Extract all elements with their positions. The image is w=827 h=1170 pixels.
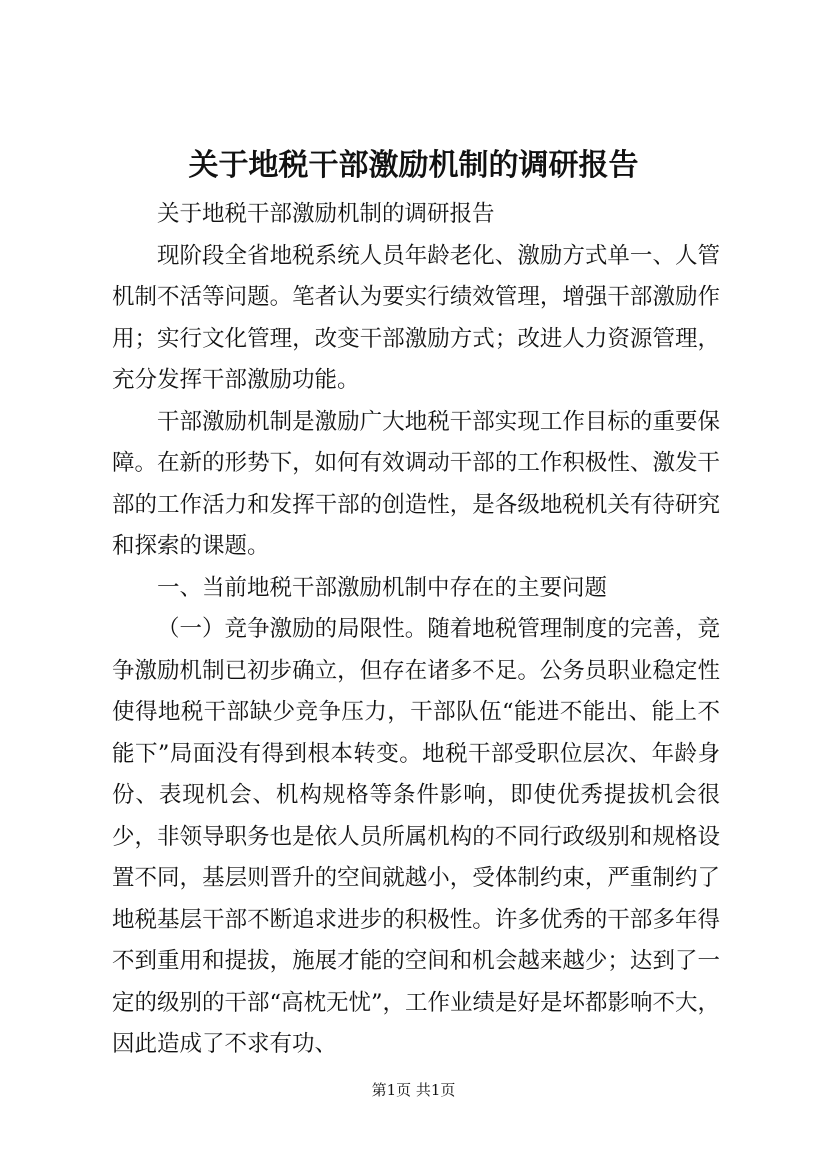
document-title: 关于地税干部激励机制的调研报告 [188,148,639,183]
page-footer: 第1页 共1页 [371,1081,456,1099]
paragraph-intro: 干部激励机制是激励广大地税干部实现工作目标的重要保障。在新的形势下，如何有效调动干部的工作积极性、激发干部的工作活力和发挥干部的创造性，是各级地税机关有待研究和探索的课题。 [112,408,720,559]
paragraph-abstract: 现阶段全省地税系统人员年龄老化、激励方式单一、人管机制不活等问题。笔者认为要实行绩效管理，增强干部激励作用；实行文化管理，改变干部激励方式；改进人力资源管理，充分发挥干部激励功能。 [112,242,720,393]
paragraph-subtitle: 关于地税干部激励机制的调研报告 [157,201,495,227]
paragraph-competition: （一）竞争激励的局限性。随着地税管理制度的完善，竞争激励机制已初步确立，但存在诸多不足。公务员职业稳定性使得地税干部缺少竞争压力，干部队伍“能进不能出、能上不能下”局面没有得到根本转变。地税干部受职位层次、年龄身份、表现机会、机构规格等条件影响，即使优秀提拔机会很少，非领导职务也是依人员所属机构的不同行政级别和规格设置不同，基层则晋升的空间就越小，受体制约束，严重制约了地税基层干部不断追求进步的积极性。许多优秀的干部多年得不到重用和提拔，施展才能的空间和机会越来越少；达到了一定的级别的干部“高枕无忧”，工作业绩是好是坏都影响不大，因此造成了不求有功、 [112,616,721,1057]
document-body [112,194,720,1066]
section-heading: 一、当前地税干部激励机制中存在的主要问题 [157,574,608,601]
